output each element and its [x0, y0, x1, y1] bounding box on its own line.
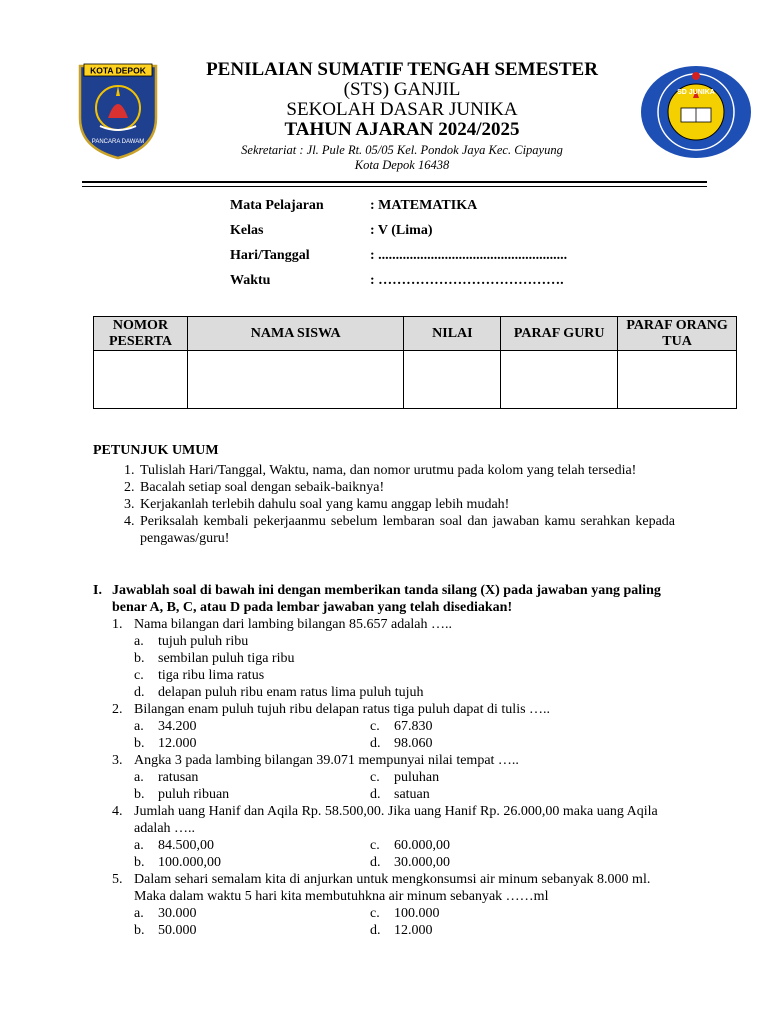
student-name-cell[interactable]: [187, 351, 404, 409]
option-letter: a.: [134, 634, 144, 649]
parent-signature-cell[interactable]: [618, 351, 737, 409]
student-identity-table: [93, 316, 737, 409]
option-a[interactable]: [134, 718, 370, 735]
question-text: Dalam sehari semalam kita di anjurkan untuk mengkonsumsi air minum sebanyak 8.000 ml. Maka dalam waktu 5 hari kita membutuhkna air minum sebanyak ……ml: [134, 872, 651, 904]
question-text: Nama bilangan dari lambing bilangan 85.657 adalah …..: [134, 617, 453, 632]
option-text: satuan: [394, 787, 430, 802]
section-instruction-text: Jawablah soal di bawah ini dengan memberikan tanda silang (X) pada jawaban yang paling benar A, B, C, atau D pada lembar jawaban yang telah disediakan!: [112, 583, 661, 615]
option-letter: c.: [370, 838, 380, 853]
document-header: [170, 60, 634, 173]
option-text: 30.000,00: [394, 855, 450, 870]
option-letter: d.: [370, 736, 381, 751]
kota-depok-logo: [78, 60, 158, 160]
option-letter: d.: [370, 923, 381, 938]
option-text: 50.000: [158, 923, 197, 938]
option-d[interactable]: [370, 922, 606, 939]
question-5-options: [134, 905, 675, 939]
option-letter: c.: [370, 770, 380, 785]
option-letter: b.: [134, 787, 145, 802]
table-header-row: [94, 317, 737, 351]
question-text: Bilangan enam puluh tujuh ribu delapan ratus tiga puluh dapat di tulis …..: [134, 702, 551, 717]
option-c[interactable]: [134, 667, 675, 684]
instructions-title: PETUNJUK UMUM: [93, 443, 219, 458]
option-letter: b.: [134, 651, 145, 666]
info-class: [230, 223, 567, 248]
option-c[interactable]: [370, 905, 606, 922]
option-text: 67.830: [394, 719, 433, 734]
header-title: PENILAIAN SUMATIF TENGAH SEMESTER: [206, 59, 598, 80]
info-label: Waktu: [230, 273, 271, 288]
question-1-options: [134, 633, 675, 701]
option-letter: b.: [134, 855, 145, 870]
option-text: puluhan: [394, 770, 440, 785]
sd-junika-logo: [640, 64, 752, 160]
info-date: [230, 248, 567, 273]
question-4: [112, 803, 675, 837]
col-student-name: NAMA SISWA: [187, 317, 404, 351]
info-label: Kelas: [230, 223, 264, 238]
table-row: [94, 351, 737, 409]
option-letter: c.: [370, 906, 380, 921]
option-c[interactable]: [370, 769, 606, 786]
option-letter: a.: [134, 906, 144, 921]
address-line-2: Kota Depok 16438: [354, 158, 450, 172]
list-item: 2. Bacalah setiap soal dengan sebaik-baiknya!: [138, 479, 675, 496]
option-text: 100.000: [394, 906, 440, 921]
col-score: NILAI: [404, 317, 501, 351]
question-number: 5.: [112, 872, 123, 887]
col-parent-signature: PARAF ORANG TUA: [618, 317, 737, 351]
option-d[interactable]: [370, 735, 606, 752]
option-b[interactable]: [134, 650, 675, 667]
option-text: tiga ribu lima ratus: [158, 668, 265, 683]
col-teacher-signature: PARAF GURU: [501, 317, 618, 351]
general-instructions: [93, 442, 675, 547]
question-number: 4.: [112, 804, 123, 819]
option-b[interactable]: [134, 854, 370, 871]
option-text: ratusan: [158, 770, 199, 785]
question-4-options: [134, 837, 675, 871]
option-letter: d.: [134, 685, 145, 700]
logo-right-title: SD JUNIKA: [677, 89, 715, 96]
question-number: 2.: [112, 702, 123, 717]
option-letter: a.: [134, 770, 144, 785]
option-text: puluh ribuan: [158, 787, 230, 802]
header-divider-thin: [82, 186, 707, 187]
list-item: 4. Periksalah kembali pekerjaanmu sebelum lembaran soal dan jawaban kamu serahkan kepada pengawas/guru!: [138, 513, 675, 547]
option-b[interactable]: [134, 922, 370, 939]
address-line-1: Sekretariat : Jl. Pule Rt. 05/05 Kel. Pondok Jaya Kec. Cipayung: [241, 143, 563, 157]
teacher-signature-cell[interactable]: [501, 351, 618, 409]
info-label: Hari/Tanggal: [230, 248, 310, 263]
option-letter: d.: [370, 855, 381, 870]
question-3-options: [134, 769, 675, 803]
logo-left-motto: PANCARA DAWAM: [91, 139, 145, 145]
option-a[interactable]: [134, 837, 370, 854]
question-number: 3.: [112, 753, 123, 768]
option-d[interactable]: [370, 786, 606, 803]
section-instruction: [93, 582, 675, 616]
option-text: 60.000,00: [394, 838, 450, 853]
question-3: [112, 752, 675, 769]
participant-number-cell[interactable]: [94, 351, 188, 409]
info-time: [230, 273, 567, 298]
exam-info: [230, 198, 567, 298]
option-letter: b.: [134, 923, 145, 938]
list-item: 1. Tulislah Hari/Tanggal, Waktu, nama, dan nomor urutmu pada kolom yang telah tersedia!: [138, 462, 675, 479]
option-text: 30.000: [158, 906, 197, 921]
info-subject: [230, 198, 567, 223]
score-cell[interactable]: [404, 351, 501, 409]
info-value: : V (Lima): [370, 223, 433, 238]
academic-year: TAHUN AJARAN 2024/2025: [284, 119, 520, 140]
option-text: tujuh puluh ribu: [158, 634, 249, 649]
option-text: 34.200: [158, 719, 197, 734]
option-letter: c.: [134, 668, 144, 683]
option-text: 98.060: [394, 736, 433, 751]
col-participant-number: NOMOR PESERTA: [94, 317, 188, 351]
header-subtitle: (STS) GANJIL: [343, 79, 461, 100]
option-letter: c.: [370, 719, 380, 734]
info-label: Mata Pelajaran: [230, 198, 324, 213]
option-text: 12.000: [394, 923, 433, 938]
section-number: I.: [93, 583, 102, 598]
option-letter: b.: [134, 736, 145, 751]
option-c[interactable]: [370, 718, 606, 735]
option-d[interactable]: [370, 854, 606, 871]
instructions-list: [93, 462, 675, 547]
option-c[interactable]: [370, 837, 606, 854]
option-text: sembilan puluh tiga ribu: [158, 651, 295, 666]
question-text: Jumlah uang Hanif dan Aqila Rp. 58.500,00. Jika uang Hanif Rp. 26.000,00 maka uang Aqila adalah …..: [134, 804, 658, 836]
option-text: 84.500,00: [158, 838, 214, 853]
option-letter: a.: [134, 719, 144, 734]
info-value: : ......................................................: [370, 248, 568, 263]
list-item: 3. Kerjakanlah terlebih dahulu soal yang kamu anggap lebih mudah!: [138, 496, 675, 513]
school-name: SEKOLAH DASAR JUNIKA: [286, 99, 518, 120]
option-a[interactable]: [134, 633, 675, 650]
option-text: 100.000,00: [158, 855, 221, 870]
question-2-options: [134, 718, 675, 752]
header-divider-thick: [82, 181, 707, 183]
option-b[interactable]: [134, 786, 370, 803]
question-number: 1.: [112, 617, 123, 632]
question-text: Angka 3 pada lambing bilangan 39.071 mempunyai nilai tempat …..: [134, 753, 519, 768]
info-value: : MATEMATIKA: [370, 198, 478, 213]
option-text: 12.000: [158, 736, 197, 751]
option-a[interactable]: [134, 769, 370, 786]
option-a[interactable]: [134, 905, 370, 922]
option-text: delapan puluh ribu enam ratus lima puluh tujuh: [158, 685, 424, 700]
info-value: : ………………………………….: [370, 273, 564, 288]
option-letter: a.: [134, 838, 144, 853]
option-b[interactable]: [134, 735, 370, 752]
multiple-choice-section: [93, 582, 675, 939]
logo-left-title: KOTA DEPOK: [90, 65, 146, 76]
question-5: [112, 871, 675, 905]
option-letter: d.: [370, 787, 381, 802]
question-1: [112, 616, 675, 633]
question-2: [112, 701, 675, 718]
option-d[interactable]: [134, 684, 675, 701]
